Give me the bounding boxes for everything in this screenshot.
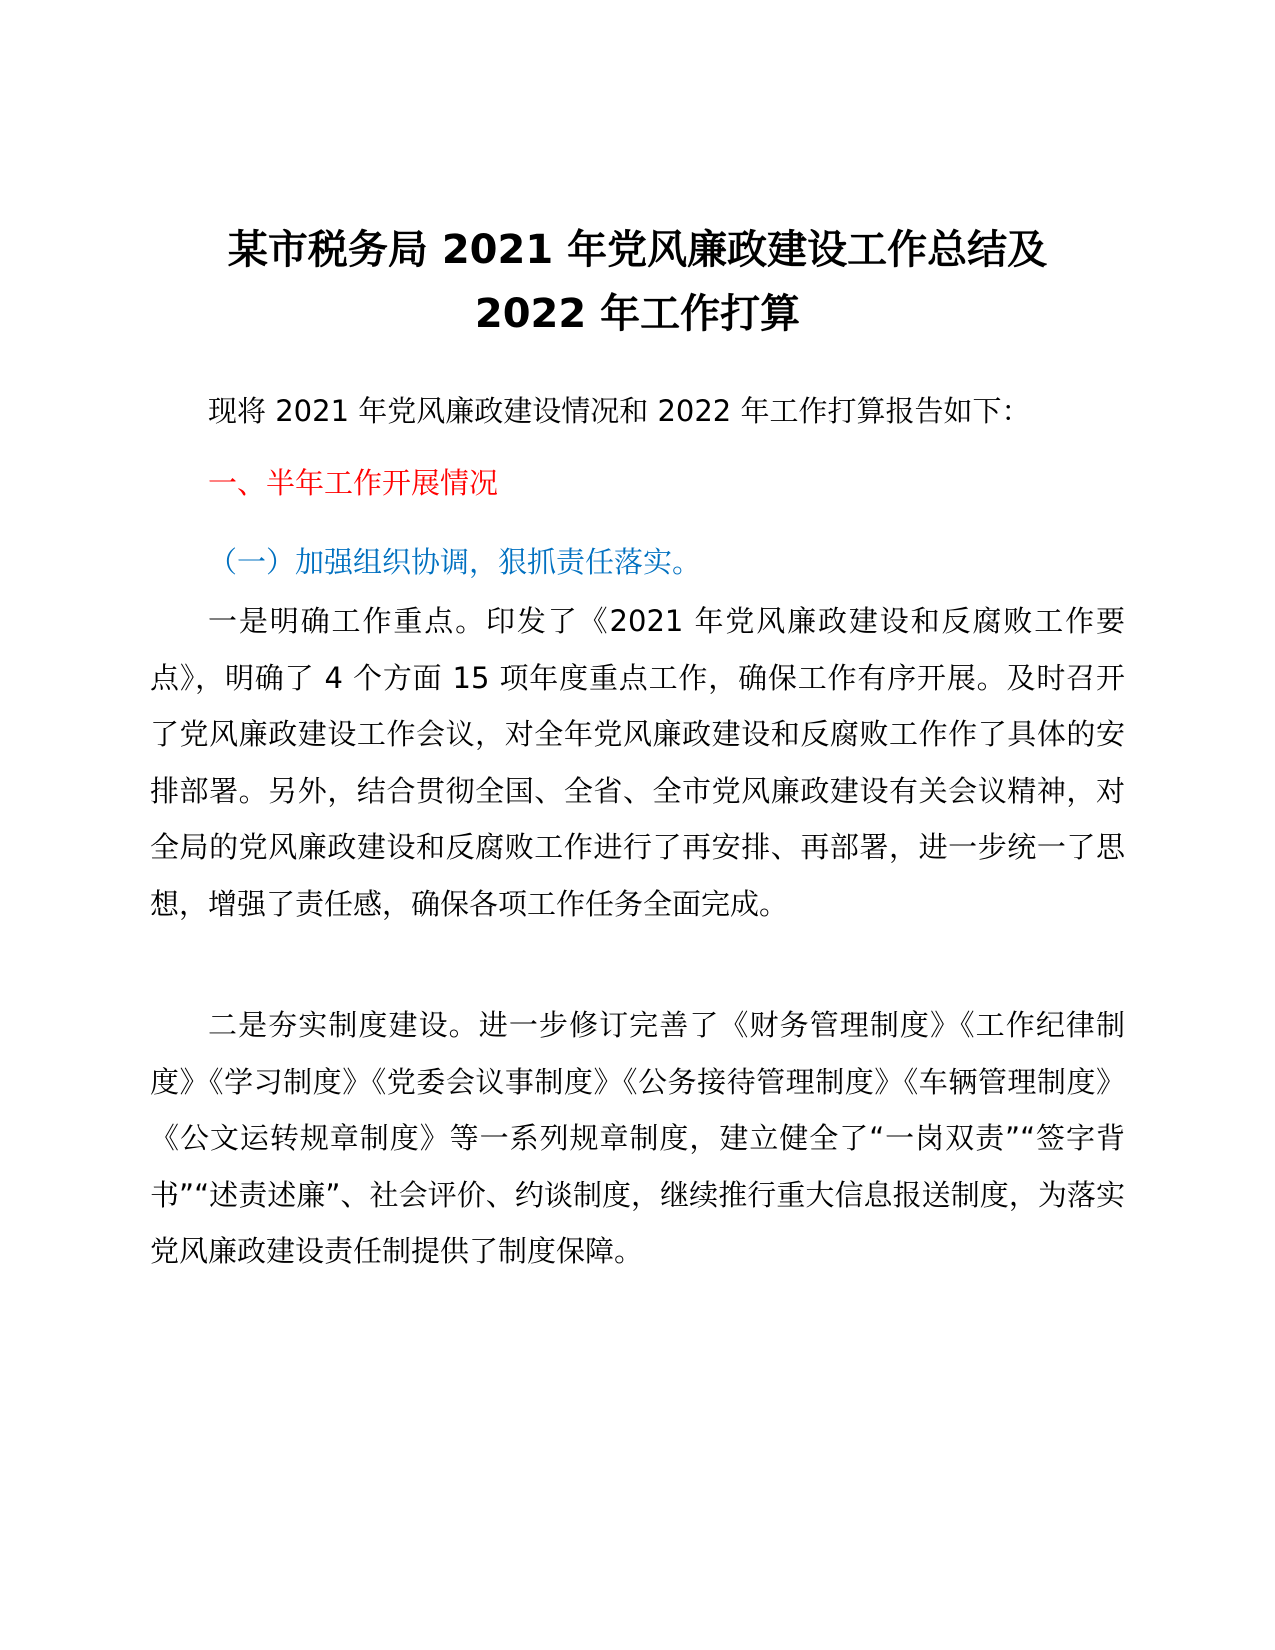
title-line-2: 2022 年工作打算 (474, 291, 801, 337)
document-title (150, 218, 1125, 346)
title-line-1: 某市税务局 2021 年党风廉政建设工作总结及 (227, 227, 1048, 273)
body-paragraph-1: 一是明确工作重点。印发了《2021 年党风廉政建设和反腐败工作要点》，明确了 4 个方面 15 项年度重点工作，确保工作有序开展。及时召开了党风廉政建设工作会议，对全年党风廉政建设和反腐败工作作了具体的安排部署。另外，结合贯彻全国、全省、全市党风廉政建设有关会议精神，对全局的党风廉政建设和反腐败工作进行了再安排、再部署，进一步统一了思想，增强了责任感，确保各项工作任务全面完成。 (150, 604, 1125, 921)
section-heading-1: 一、半年工作开展情况 (208, 466, 499, 500)
body-paragraph-2: 二是夯实制度建设。进一步修订完善了《财务管理制度》《工作纪律制度》《学习制度》《党委会议事制度》《公务接待管理制度》《车辆管理制度》《公文运转规章制度》等一系列规章制度，建立健全了“一岗双责”“签字背书”“述责述廉”、社会评价、约谈制度，继续推行重大信息报送制度，为落实党风廉政建设责任制提供了制度保障。 (150, 1008, 1125, 1268)
subsection-heading-1: （一）加强组织协调，狠抓责任落实。 (208, 545, 702, 579)
intro-paragraph: 现将 2021 年党风廉政建设情况和 2022 年工作打算报告如下： (208, 394, 1031, 428)
